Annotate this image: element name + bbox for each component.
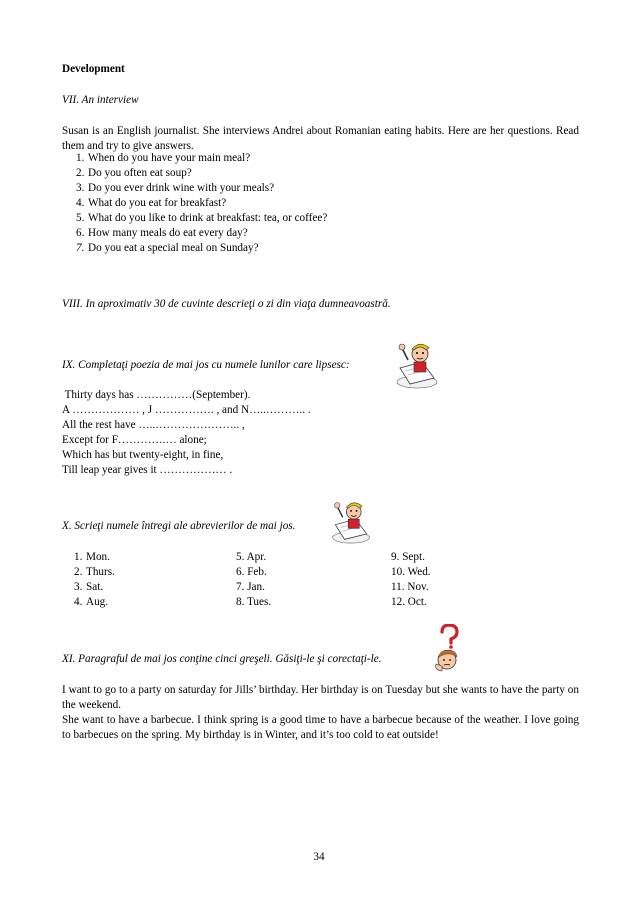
paragraph-2: She want to have a barbecue. I think spring is a good time to have a barbecue because of the weather. I love going to barbecues on the spring. My birthday is in Winter, and it’s too cold to eat outside!: [62, 714, 579, 741]
question-mark-person-icon: [430, 624, 468, 672]
list-item: 6. How many meals do eat every day?: [76, 227, 248, 239]
poem-line: All the rest have …..………………….. ,: [62, 419, 245, 431]
page-number: 34: [313, 851, 325, 863]
table-row: 1. Mon. 5. Apr. 9. Sept.: [74, 551, 425, 563]
list-item: 1. When do you have your main meal?: [76, 152, 251, 164]
table-row: 2. Thurs. 6. Feb. 10. Wed.: [74, 566, 431, 578]
poem-line: Till leap year gives it ……………… .: [62, 464, 233, 476]
poem: [62, 388, 311, 478]
cartoon-person-reading-icon: [392, 338, 442, 390]
list-item: 3. Do you ever drink wine with your meals?: [76, 182, 275, 194]
poem-line: Except for F………….… alone;: [62, 434, 207, 446]
list-item: 5. What do you like to drink at breakfast: tea, or coffee?: [76, 212, 328, 224]
poem-line: Thirty days has ……………(September).: [62, 389, 251, 401]
section-7-intro: Susan is an English journalist. She interviews Andrei about Romanian eating habits. Here are her questions. Read them and try to give answers.: [62, 125, 579, 152]
section-7-title: VII. An interview: [62, 94, 139, 106]
section-8-title: VIII. In aproximativ 30 de cuvinte descrieţi o zi din viaţa dumneavoastră.: [62, 298, 391, 310]
list-item: 4. What do you eat for breakfast?: [76, 197, 227, 209]
poem-line: Which has but twenty-eight, in fine,: [62, 449, 224, 461]
table-row: 3. Sat. 7. Jan. 11. Nov.: [74, 581, 429, 593]
paragraph-1: I want to go to a party on saturday for Jills’ birthday. Her birthday is on Tuesday but she wants to have the party on the weekend.: [62, 684, 579, 711]
list-item: 2. Do you often eat soup?: [76, 167, 192, 179]
list-item: 7. Do you eat a special meal on Sunday?: [76, 242, 259, 254]
section-10-title: X. Scrieţi numele întregi ale abrevierilor de mai jos.: [62, 520, 296, 532]
poem-line: A ……………… , J ……………. , and N…..……….. .: [62, 404, 311, 416]
question-list: [62, 151, 579, 256]
section-11-title: XI. Paragraful de mai jos conţine cinci greşeli. Găsiţi-le şi corectaţi-le.: [62, 653, 382, 665]
table-row: 4. Aug. 8. Tues. 12. Oct.: [74, 596, 427, 608]
section-9-title: IX. Completaţi poezia de mai jos cu numele lunilor care lipsesc:: [62, 359, 350, 371]
cartoon-person-reading-icon: [328, 496, 374, 546]
abbreviation-table: [62, 550, 579, 610]
development-heading: Development: [62, 63, 125, 75]
